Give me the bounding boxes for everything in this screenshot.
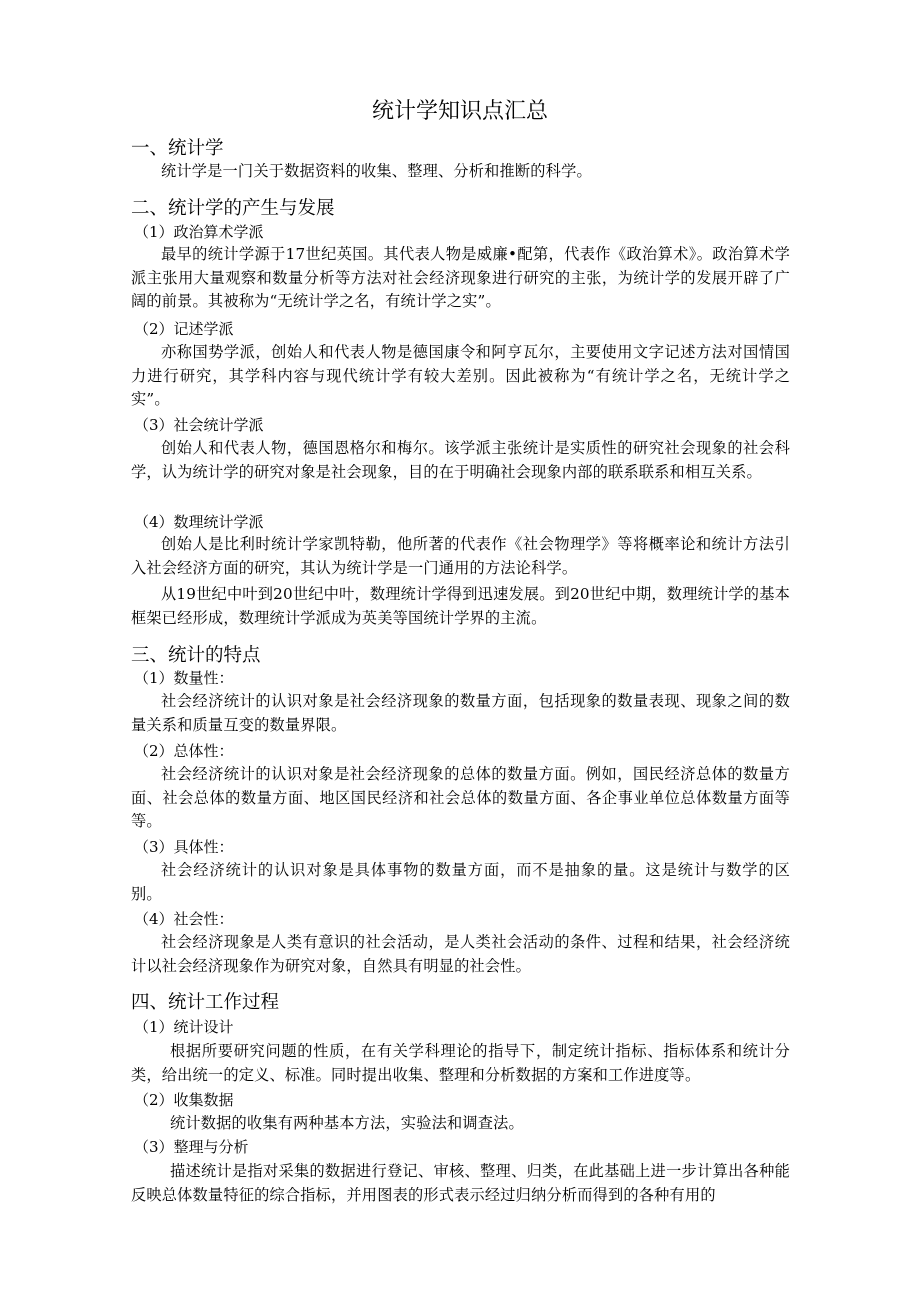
subheading-political-arithmetic: （1）政治算术学派 (134, 223, 264, 241)
paragraph: 描述统计是指对采集的数据进行登记、审核、整理、归类，在此基础上进一步计算出各种能反映总体数量特征的综合指标，并用图表的形式表示经过归纳分析而得到的各种有用的 (131, 1162, 790, 1204)
paragraph: 统计学是一门关于数据资料的收集、整理、分析和推断的科学。 (161, 162, 592, 180)
paragraph: 从19世纪中叶到20世纪中叶，数理统计学得到迅速发展。到20世纪中期，数理统计学的基本框架已经形成，数理统计学派成为英美等国统计学界的主流。 (131, 585, 790, 627)
subheading-organizing-analysis: （3）整理与分析 (134, 1138, 249, 1156)
paragraph: 根据所要研究问题的性质，在有关学科理论的指导下，制定统计指标、指标体系和统计分类，给出统一的定义、标准。同时提出收集、整理和分析数据的方案和工作进度等。 (131, 1042, 790, 1084)
paragraph: 社会经济统计的认识对象是社会经济现象的数量方面，包括现象的数量表现、现象之间的数量关系和质量互变的数量界限。 (131, 692, 790, 734)
subheading-statistical-design: （1）统计设计 (134, 1018, 234, 1036)
section-heading-work-process: 四、统计工作过程 (131, 992, 280, 1013)
subheading-social-statistics-school: （3）社会统计学派 (134, 416, 264, 434)
section-heading-statistics: 一、统计学 (131, 138, 224, 159)
section-heading-features: 三、统计的特点 (131, 645, 261, 666)
paragraph: 社会经济统计的认识对象是社会经济现象的总体的数量方面。例如，国民经济总体的数量方面、社会总体的数量方面、地区国民经济和社会总体的数量方面、各企事业单位总体数量方面等等。 (131, 765, 790, 831)
document-title: 统计学知识点汇总 (371, 99, 548, 124)
paragraph: 社会经济统计的认识对象是具体事物的数量方面，而不是抽象的量。这是统计与数学的区别。 (131, 861, 790, 903)
section-heading-origin-development: 二、统计学的产生与发展 (131, 198, 335, 219)
subheading-quantitative: （1）数量性： (134, 669, 234, 687)
subheading-mathematical-statistics-school: （4）数理统计学派 (134, 513, 264, 531)
subheading-totality: （2）总体性： (134, 742, 234, 760)
paragraph: 统计数据的收集有两种基本方法，实验法和调查法。 (170, 1114, 524, 1132)
subheading-descriptive-school: （2）记述学派 (134, 320, 234, 338)
paragraph: 亦称国势学派，创始人和代表人物是德国康令和阿亨瓦尔，主要使用文字记述方法对国情国力进行研究，其学科内容与现代统计学有较大差别。因此被称为“有统计学之名，无统计学之实”。 (131, 343, 790, 409)
paragraph: 最早的统计学源于17世纪英国。其代表人物是威廉•配第，代表作《政治算术》。政治算术学派主张用大量观察和数量分析等方法对社会经济现象进行研究的主张，为统计学的发展开辟了广阔的前景。其被称为“无统计学之名，有统计学之实”。 (131, 245, 790, 311)
paragraph: 社会经济现象是人类有意识的社会活动，是人类社会活动的条件、过程和结果，社会经济统计以社会经济现象作为研究对象，自然具有明显的社会性。 (131, 933, 790, 975)
subheading-concreteness: （3）具体性： (134, 838, 234, 856)
subheading-data-collection: （2）收集数据 (134, 1091, 234, 1109)
paragraph: 创始人是比利时统计学家凯特勒，他所著的代表作《社会物理学》等将概率论和统计方法引入社会经济方面的研究，其认为统计学是一门通用的方法论科学。 (131, 535, 790, 577)
subheading-sociality: （4）社会性： (134, 910, 234, 928)
paragraph: 创始人和代表人物，德国恩格尔和梅尔。该学派主张统计是实质性的研究社会现象的社会科学，认为统计学的研究对象是社会现象，目的在于明确社会现象内部的联系联系和相互关系。 (131, 439, 790, 481)
